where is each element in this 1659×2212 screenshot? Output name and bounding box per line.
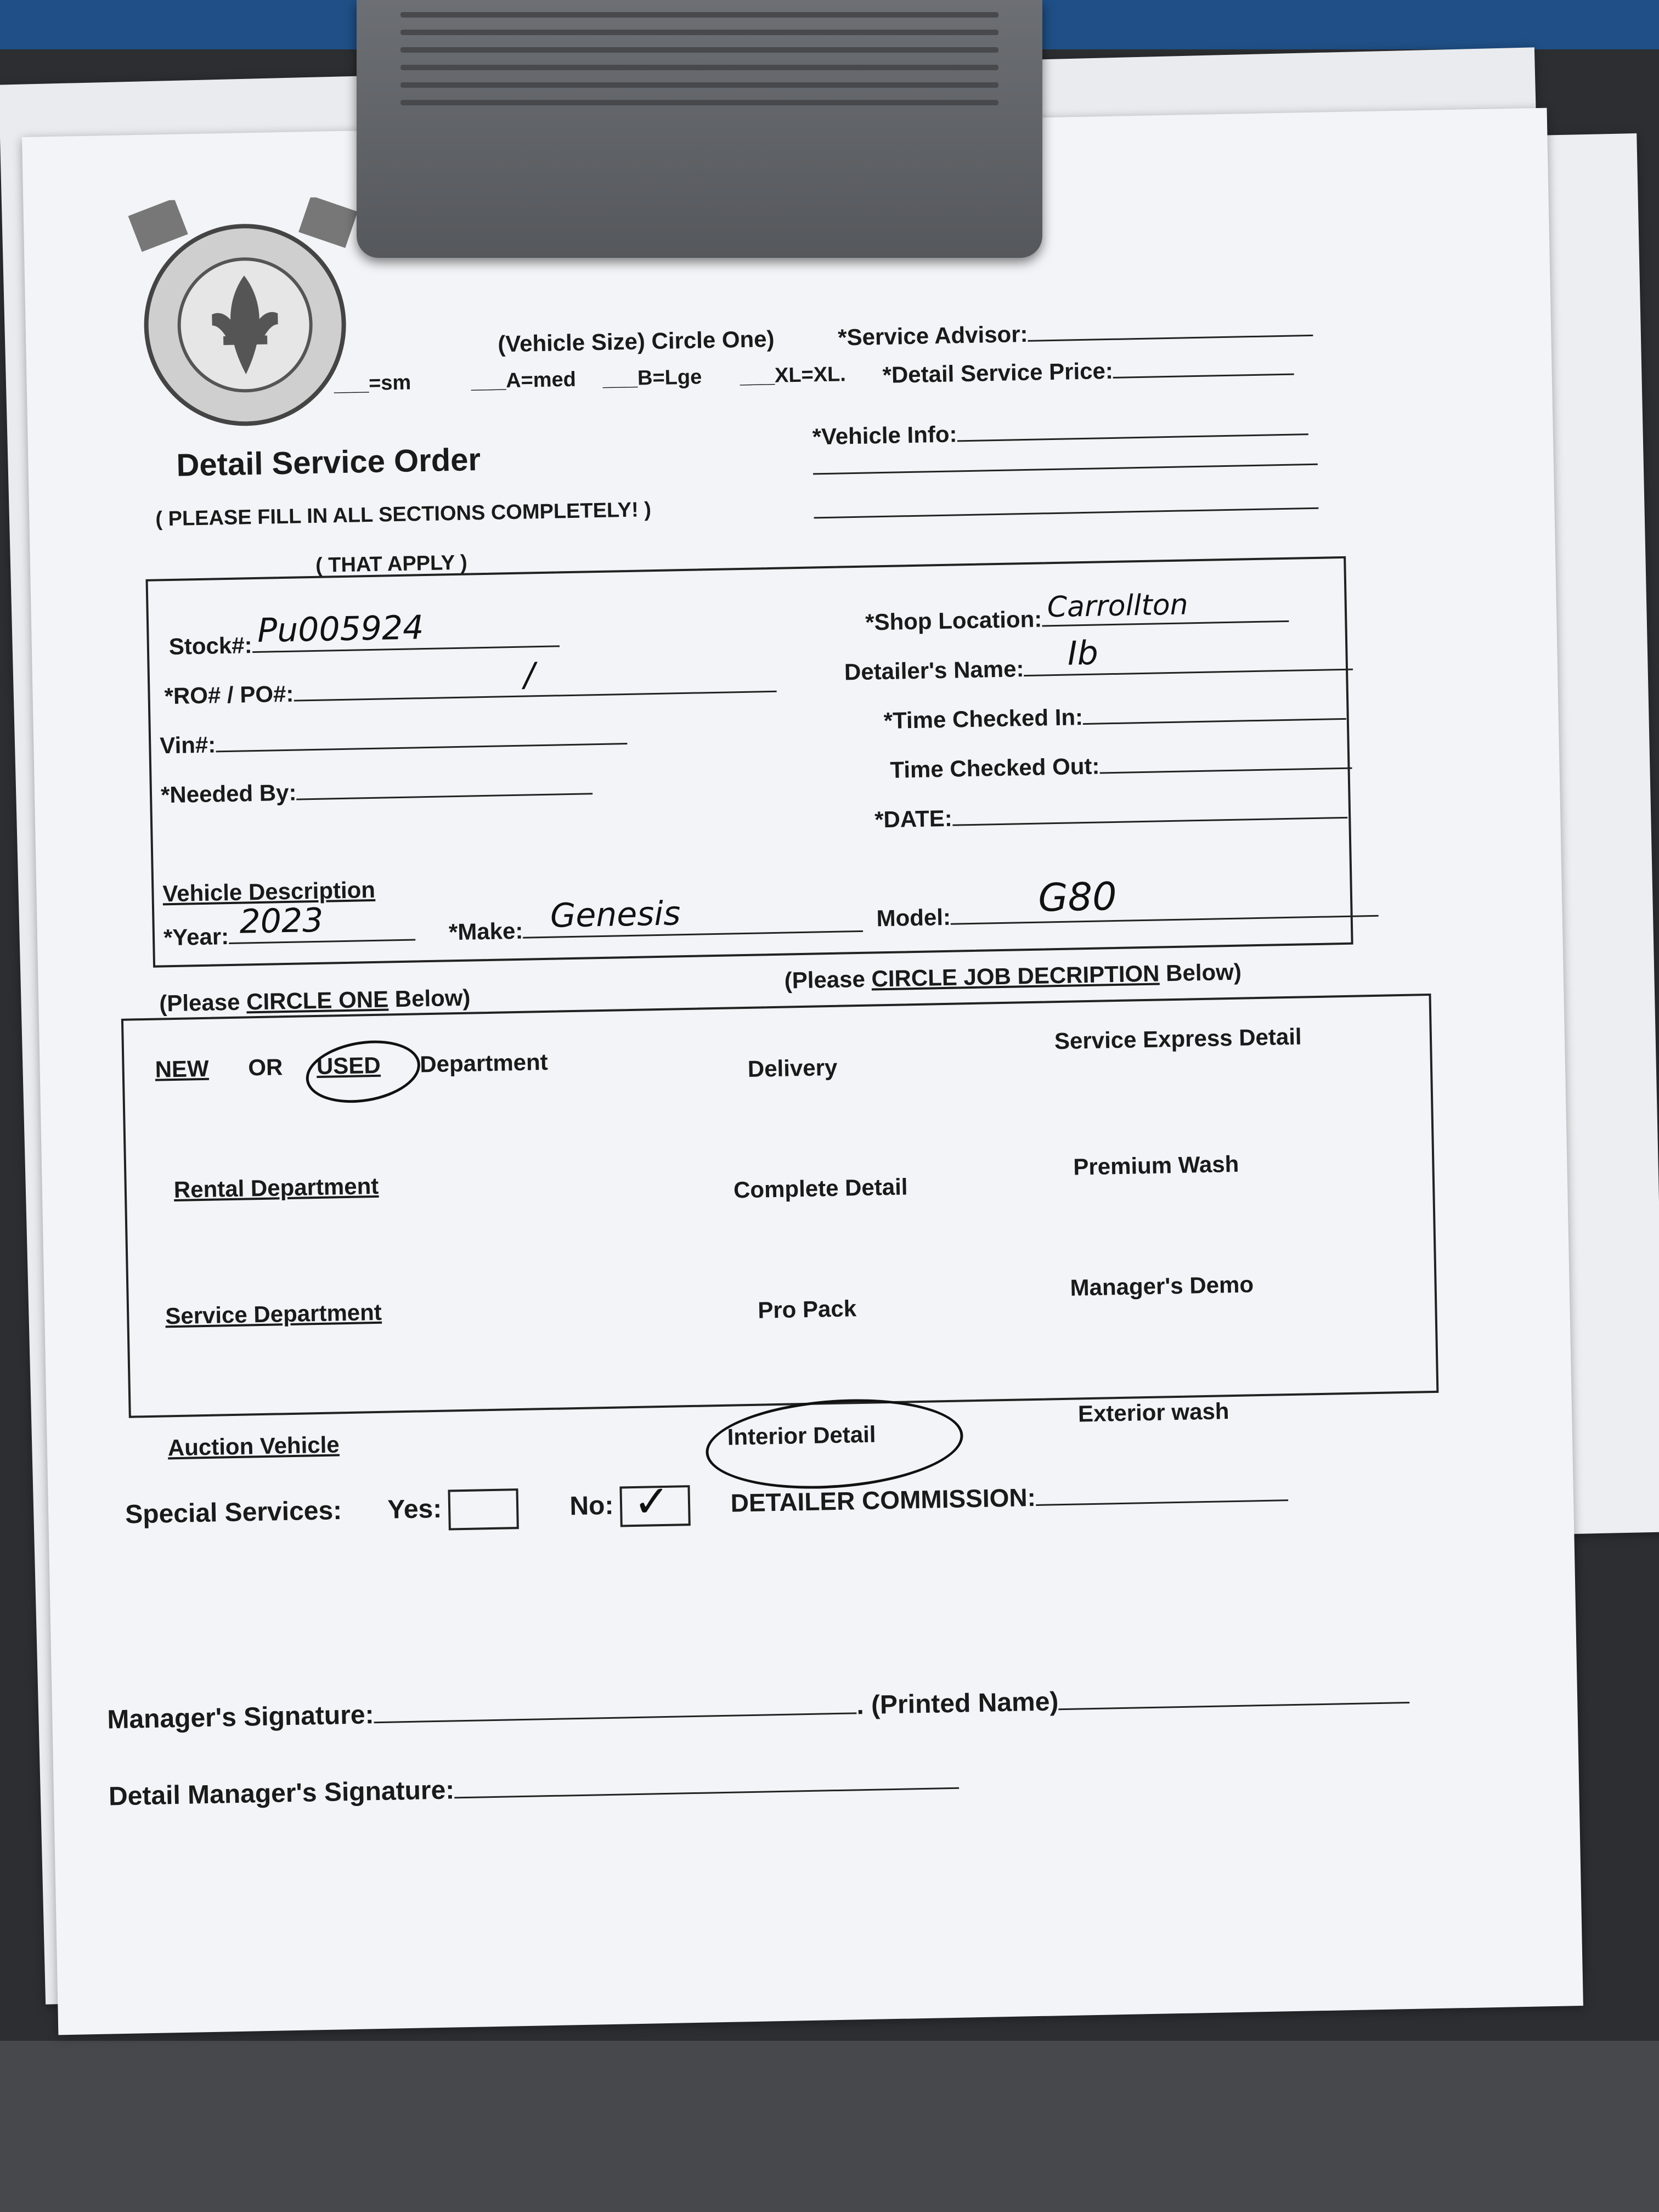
detail-price-line[interactable] bbox=[1113, 374, 1294, 379]
time-in-line[interactable] bbox=[1083, 718, 1346, 725]
interior-detail-label: Interior Detail bbox=[727, 1421, 876, 1450]
exterior-wash-option[interactable]: Exterior wash bbox=[1077, 1398, 1229, 1427]
delivery-option[interactable]: Delivery bbox=[747, 1054, 838, 1082]
detail-service-order-form bbox=[22, 108, 1583, 2035]
vehicle-info-label: *Vehicle Info: bbox=[812, 421, 957, 450]
printer-tray bbox=[0, 2041, 1659, 2212]
ro-label: *RO# / PO#: bbox=[164, 680, 294, 709]
shop-location-line[interactable] bbox=[1042, 588, 1289, 627]
model-label: Model: bbox=[876, 904, 951, 932]
used-label: USED bbox=[316, 1052, 381, 1079]
detailer-name-label: Detailer's Name: bbox=[844, 656, 1024, 685]
manager-signature-label: Manager's Signature: bbox=[106, 1700, 375, 1735]
new-option[interactable]: NEW bbox=[155, 1055, 210, 1082]
service-advisor-field[interactable] bbox=[838, 315, 1313, 351]
premium-wash-option[interactable]: Premium Wash bbox=[1073, 1150, 1239, 1180]
vehicle-info-line[interactable] bbox=[957, 433, 1308, 442]
shop-location-value: Carrollton bbox=[1047, 588, 1189, 624]
make-line[interactable] bbox=[523, 894, 864, 939]
time-out-label: Time Checked Out: bbox=[889, 753, 1100, 783]
needed-by-line[interactable] bbox=[297, 793, 593, 800]
service-department-option[interactable]: Service Department bbox=[165, 1299, 382, 1329]
instruction-fill-all: ( PLEASE FILL IN ALL SECTIONS COMPLETELY! ) bbox=[155, 498, 652, 531]
vehicle-description-heading: Vehicle Description bbox=[162, 876, 376, 907]
vehicle-info-field[interactable] bbox=[812, 414, 1308, 450]
ro-value: / bbox=[523, 656, 535, 695]
make-value: Genesis bbox=[550, 894, 681, 935]
circle-job-instruction bbox=[784, 959, 1242, 994]
service-advisor-line[interactable] bbox=[1028, 335, 1313, 342]
instruction-that-apply: ( THAT APPLY ) bbox=[315, 551, 468, 577]
year-line[interactable] bbox=[229, 901, 415, 944]
size-xl-option[interactable]: ___XL=XL. bbox=[740, 363, 847, 388]
yes-checkbox[interactable] bbox=[448, 1488, 518, 1530]
circle-one-prefix: (Please bbox=[159, 989, 247, 1017]
date-line[interactable] bbox=[952, 817, 1347, 826]
detailer-name-line[interactable] bbox=[1024, 634, 1353, 677]
size-med-option[interactable]: ___A=med bbox=[471, 368, 577, 393]
circle-one-suffix: Below) bbox=[388, 984, 471, 1012]
no-checkbox[interactable] bbox=[620, 1475, 691, 1528]
detail-manager-signature-line[interactable] bbox=[454, 1787, 959, 1799]
detail-price-field[interactable] bbox=[882, 354, 1294, 388]
detail-price-label: *Detail Service Price: bbox=[882, 357, 1114, 388]
year-value: 2023 bbox=[239, 901, 324, 941]
page-title: Detail Service Order bbox=[176, 442, 481, 483]
service-advisor-label: *Service Advisor: bbox=[837, 320, 1028, 351]
stock-value: Pu005924 bbox=[257, 608, 424, 650]
circle-job-suffix: Below) bbox=[1159, 958, 1242, 986]
year-label: *Year: bbox=[163, 923, 229, 951]
vin-label: Vin#: bbox=[159, 731, 216, 759]
circle-job-underlined: CIRCLE JOB DECRIPTION bbox=[871, 960, 1160, 992]
circle-job-prefix: (Please bbox=[784, 966, 872, 994]
detailer-name-value: Ib bbox=[1067, 634, 1099, 673]
vehicle-size-title: (Vehicle Size) Circle One) bbox=[497, 325, 775, 357]
no-check-mark: ✓ bbox=[633, 1475, 671, 1528]
printed-name-line[interactable] bbox=[1059, 1702, 1410, 1710]
manager-signature-line[interactable] bbox=[374, 1712, 857, 1723]
vehicle-info-line-3[interactable] bbox=[814, 507, 1319, 519]
commission-line[interactable] bbox=[1036, 1499, 1288, 1506]
managers-demo-option[interactable]: Manager's Demo bbox=[1070, 1271, 1254, 1301]
vin-line[interactable] bbox=[216, 743, 627, 752]
or-text: OR bbox=[247, 1054, 283, 1081]
time-in-label: *Time Checked In: bbox=[883, 704, 1084, 734]
department-text: Department bbox=[419, 1048, 549, 1077]
yes-label: Yes: bbox=[387, 1494, 442, 1525]
service-express-option[interactable]: Service Express Detail bbox=[1054, 1023, 1302, 1054]
no-label: No: bbox=[569, 1491, 614, 1521]
shop-location-label: *Shop Location: bbox=[865, 606, 1042, 635]
complete-detail-option[interactable]: Complete Detail bbox=[733, 1173, 908, 1203]
circle-one-instruction bbox=[159, 985, 471, 1017]
vehicle-info-line-2[interactable] bbox=[813, 464, 1318, 475]
detail-manager-signature-field[interactable] bbox=[109, 1765, 960, 1812]
clipboard-clip bbox=[357, 0, 1042, 258]
size-sm-option[interactable]: ___=sm bbox=[334, 371, 411, 396]
victory-shine-logo bbox=[127, 196, 362, 431]
time-out-line[interactable] bbox=[1100, 768, 1352, 774]
date-label: *DATE: bbox=[874, 805, 953, 833]
auction-vehicle-option[interactable]: Auction Vehicle bbox=[167, 1431, 340, 1461]
needed-by-label: *Needed By: bbox=[160, 779, 297, 808]
stock-line[interactable] bbox=[252, 608, 560, 653]
model-value: G80 bbox=[1037, 873, 1118, 921]
used-option[interactable] bbox=[317, 1052, 381, 1079]
detail-manager-signature-label: Detail Manager's Signature: bbox=[108, 1775, 455, 1812]
special-services-row bbox=[125, 1474, 1289, 1537]
pro-pack-option[interactable]: Pro Pack bbox=[757, 1295, 857, 1323]
year-field[interactable] bbox=[163, 901, 416, 951]
rental-department-option[interactable]: Rental Department bbox=[173, 1172, 379, 1203]
size-lge-option[interactable]: ___B=Lge bbox=[602, 365, 702, 391]
interior-detail-option[interactable] bbox=[727, 1421, 876, 1451]
make-label: *Make: bbox=[448, 917, 523, 945]
manager-signature-field[interactable] bbox=[107, 1680, 1410, 1735]
commission-label: DETAILER COMMISSION: bbox=[730, 1482, 1036, 1517]
printed-name-label: . (Printed Name) bbox=[856, 1687, 1059, 1720]
stock-label: Stock#: bbox=[168, 632, 253, 660]
special-services-label: Special Services: bbox=[125, 1496, 342, 1530]
circle-one-underlined: CIRCLE ONE bbox=[246, 986, 389, 1015]
